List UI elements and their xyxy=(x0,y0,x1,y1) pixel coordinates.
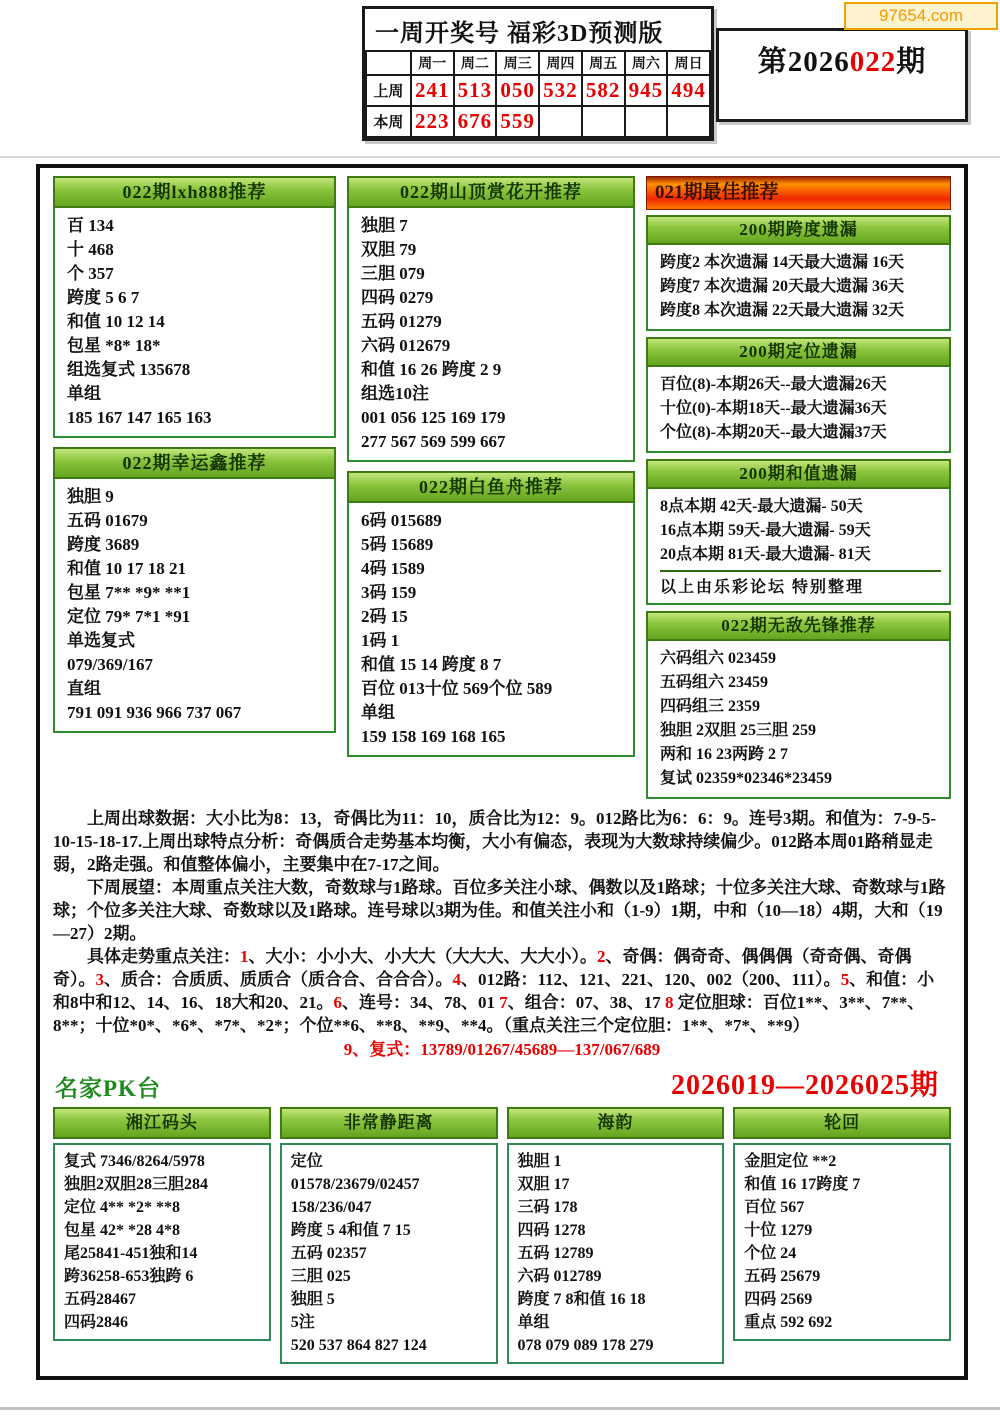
panel-line: 五码 01679 xyxy=(67,511,148,530)
panel-line: 百 134 xyxy=(67,216,114,235)
source-note: 以上由乐彩论坛 特别整理 xyxy=(660,570,941,597)
panel-line: 组选10注 xyxy=(361,384,429,403)
analysis-paragraph-1: 上周出球数据：大小比为8：13，奇偶比为11：10，质合比为12：9。012路比为6：6：9。连号3期。和值为：7-9-5-10-15-18-17.上周出球特点分析：奇偶质合走势基本均衡，大小有偏态，表现为大数球持续偏少。012路本周01路稍显走弱，2路走强。和值整体偏小，主要集中在7-17之间。 xyxy=(53,809,937,874)
panel-body xyxy=(646,367,951,453)
panel-line: 定位 xyxy=(290,1153,323,1170)
page-title: 一周开奖号 福彩3D预测版 xyxy=(375,21,664,47)
panel-line: 3码 159 xyxy=(361,583,417,602)
draw-number: 559 xyxy=(496,106,539,137)
panel-xingyunxin xyxy=(53,447,336,733)
analysis-paragraph-2: 下周展望：本周重点关注大数，奇数球与1路球。百位多关注小球、偶数以及1路球；十位多关注大球、奇数球与1路球；个位多关注大球、奇数球以及1路球。连号球以3期为佳。和值关注小和（1-9）1期，中和（10—18）4期，大和（19—27）2期。 xyxy=(53,878,946,943)
analysis-segment: 、奇偶：偶奇奇、偶偶偶（奇奇偶、奇偶奇）。 xyxy=(53,947,912,989)
draw-number: 676 xyxy=(454,106,497,137)
panel-line: 078 079 089 178 279 xyxy=(517,1337,654,1354)
panel-baiyuzhou xyxy=(347,471,635,757)
panel-line: 组选复式 135678 xyxy=(67,360,191,379)
panel-title: 022期无敌先锋推荐 xyxy=(646,611,951,641)
panel-line: 五码 12789 xyxy=(517,1245,594,1262)
panel-body xyxy=(280,1143,498,1364)
panel-line: 定位 4** *2* **8 xyxy=(64,1199,181,1216)
panel-title: 022期幸运鑫推荐 xyxy=(53,447,336,479)
panel-title: 海韵 xyxy=(507,1107,725,1139)
day-header: 周一 xyxy=(411,51,454,75)
panel-line: 和值 10 12 14 xyxy=(67,312,165,331)
pk-stage-label: 名家PK台 xyxy=(55,1076,161,1101)
day-header: 周五 xyxy=(582,51,625,75)
panel-line: 百位 013十位 569个位 589 xyxy=(361,679,553,698)
panel-line: 2码 15 xyxy=(361,607,408,626)
panel-body xyxy=(646,245,951,331)
panel-line: 单组 xyxy=(517,1314,550,1331)
panel-line: 277 567 569 599 667 xyxy=(361,432,506,451)
panel-body xyxy=(507,1143,725,1364)
panel-line: 158/236/047 xyxy=(290,1199,372,1216)
main-content-box xyxy=(36,164,968,1380)
panel-sum-omission xyxy=(646,459,951,605)
panel-line: 五码 02357 xyxy=(290,1245,367,1262)
weekly-numbers-box xyxy=(362,6,714,141)
draw-number xyxy=(582,106,625,137)
panel-body xyxy=(733,1143,951,1341)
panel-line: 双胆 17 xyxy=(517,1176,570,1193)
panel-line: 四码 2569 xyxy=(744,1291,813,1308)
panel-line: 尾25841-451独和14 xyxy=(64,1245,198,1262)
day-header: 周二 xyxy=(454,51,497,75)
analysis-segment: 2 xyxy=(597,947,606,966)
panel-body xyxy=(347,208,635,462)
panel-line: 包星 7** *9* **1 xyxy=(67,583,191,602)
draw-number: 223 xyxy=(411,106,454,137)
panel-feichang-jingjuli xyxy=(280,1107,498,1364)
panel-title: 022期lxh888推荐 xyxy=(53,176,336,208)
draw-number: 241 xyxy=(411,75,454,106)
site-watermark: 97654.com xyxy=(844,2,998,30)
current-issue-label: 第2026022期 xyxy=(757,46,927,78)
panel-title: 022期山顶赏花开推荐 xyxy=(347,176,635,208)
panel-line: 个 357 xyxy=(67,264,114,283)
panel-line: 独胆 5 xyxy=(290,1291,335,1308)
issue-range-label: 2026019—2026025期 xyxy=(670,1070,939,1101)
panel-line: 十位 1279 xyxy=(744,1222,813,1239)
row-label: 上周 xyxy=(366,75,411,106)
panel-line: 跨度2 本次遗漏 14天最大遗漏 16天 xyxy=(660,254,905,271)
panel-line: 4码 1589 xyxy=(361,559,425,578)
panel-body xyxy=(646,489,951,605)
draw-number: 532 xyxy=(539,75,582,106)
panel-line: 四码2846 xyxy=(64,1314,129,1331)
panel-line: 三胆 079 xyxy=(361,264,425,283)
this-week-row xyxy=(366,106,710,137)
panel-line: 079/369/167 xyxy=(67,655,153,674)
panel-line: 包星 *8* 18* xyxy=(67,336,161,355)
panel-line: 独胆2双胆28三胆284 xyxy=(64,1176,209,1193)
row-label: 本周 xyxy=(366,106,411,137)
panel-line: 三胆 025 xyxy=(290,1268,351,1285)
draw-number xyxy=(625,106,668,137)
analysis-segment: 6 xyxy=(333,993,342,1012)
panel-line: 五码 01279 xyxy=(361,312,442,331)
fushi-line: 9、复式：13789/01267/45689—137/067/689 xyxy=(343,1040,661,1059)
panel-lxh888 xyxy=(53,176,336,438)
day-header: 周日 xyxy=(667,51,710,75)
analysis-segment: 、连号：34、78、01 xyxy=(342,993,500,1012)
analysis-segment: 7 xyxy=(499,993,508,1012)
panel-line: 单选复式 xyxy=(67,631,135,650)
panel-line: 跨度8 本次遗漏 22天最大遗漏 32天 xyxy=(660,302,905,319)
corner-cell xyxy=(366,51,411,75)
panel-xiangjiang-matou xyxy=(53,1107,271,1364)
panel-line: 6码 015689 xyxy=(361,511,442,530)
analysis-paragraph-focus xyxy=(53,945,951,1037)
analysis-segment: 3 xyxy=(95,970,104,989)
bottom-strip xyxy=(53,1379,951,1380)
panel-line: 百位(8)-本期26天--最大遗漏26天 xyxy=(660,376,887,393)
analysis-segment: 5 xyxy=(840,970,850,989)
panel-line: 8点本期 42天-最大遗漏- 50天 xyxy=(660,498,863,515)
weekly-numbers-table xyxy=(365,50,711,138)
panel-line: 五码 25679 xyxy=(744,1268,821,1285)
panel-line: 个位 24 xyxy=(744,1245,797,1262)
panel-line: 和值 16 26 跨度 2 9 xyxy=(361,360,502,379)
panel-line: 四码 1278 xyxy=(517,1222,586,1239)
analysis-segment: 1 xyxy=(240,947,249,966)
panel-body xyxy=(347,503,635,757)
panel-line: 六码组六 023459 xyxy=(660,650,777,667)
panel-line: 跨度7 本次遗漏 20天最大遗漏 36天 xyxy=(660,278,905,295)
panel-body xyxy=(646,641,951,799)
panel-line: 159 158 169 168 165 xyxy=(361,727,506,746)
table-header-row xyxy=(366,51,710,75)
draw-number: 582 xyxy=(582,75,625,106)
analysis-segment: 、大小：小小大、小大大（大大大、大大小）。 xyxy=(248,947,597,966)
panel-line: 16点本期 59天-最大遗漏- 59天 xyxy=(660,522,871,539)
panel-line: 十 468 xyxy=(67,240,114,259)
panel-line: 5码 15689 xyxy=(361,535,434,554)
draw-number xyxy=(667,106,710,137)
panel-line: 四码 0279 xyxy=(361,288,434,307)
expert-panels-grid xyxy=(53,1107,951,1373)
analysis-segment: 定位胆球：百位1**、3**、7**、8**；十位*0*、*6*、*7*、*2*；个位**6、**8、**9、**4。（重点关注三个定位胆：1**、*7*、**9） xyxy=(53,993,925,1035)
issue-number: 022 xyxy=(849,46,897,78)
last-week-row xyxy=(366,75,710,106)
panel-line: 独胆 1 xyxy=(517,1153,562,1170)
panel-span-omission xyxy=(646,215,951,331)
panel-line: 六码 012679 xyxy=(361,336,451,355)
panel-line: 百位 567 xyxy=(744,1199,805,1216)
analysis-segment: 4 xyxy=(452,970,461,989)
header-divider xyxy=(0,156,1000,158)
panel-body xyxy=(53,479,336,733)
panel-line: 001 056 125 169 179 xyxy=(361,408,506,427)
panel-body xyxy=(53,208,336,438)
panel-title: 200期跨度遗漏 xyxy=(646,215,951,245)
panel-line: 重点 592 692 xyxy=(744,1314,833,1331)
panel-line: 和值 10 17 18 21 xyxy=(67,559,186,578)
panel-line: 双胆 79 xyxy=(361,240,417,259)
panel-line: 5注 xyxy=(290,1314,315,1331)
panel-line: 20点本期 81天-最大遗漏- 81天 xyxy=(660,546,871,563)
draw-number: 050 xyxy=(496,75,539,106)
panel-title: 200期和值遗漏 xyxy=(646,459,951,489)
panel-shanding xyxy=(347,176,635,462)
page-bottom-divider xyxy=(0,1407,1000,1410)
panel-line: 四码组三 2359 xyxy=(660,698,761,715)
analysis-segment: 、和值：小和8中和12、14、16、18大和20、21。 xyxy=(53,970,935,1012)
analysis-block xyxy=(53,807,951,1061)
panel-line: 单组 xyxy=(361,703,395,722)
panel-line: 独胆 7 xyxy=(361,216,408,235)
draw-number: 494 xyxy=(667,75,710,106)
panel-line: 复试 02359*02346*23459 xyxy=(660,770,833,787)
analysis-segment: 具体走势重点关注： xyxy=(87,947,240,966)
draw-number xyxy=(539,106,582,137)
panel-line: 包星 42* *28 4*8 xyxy=(64,1222,181,1239)
panel-line: 跨度 3689 xyxy=(67,535,140,554)
panel-line: 和值 16 17跨度 7 xyxy=(744,1176,861,1193)
panel-title: 022期白鱼舟推荐 xyxy=(347,471,635,503)
panel-body xyxy=(53,1143,271,1341)
panel-line: 两和 16 23两跨 2 7 xyxy=(660,746,789,763)
panel-line: 跨36258-653独跨 6 xyxy=(64,1268,194,1285)
panel-line: 定位 79* 7*1 *91 xyxy=(67,607,191,626)
panel-line: 1码 1 xyxy=(361,631,400,650)
pk-header-row xyxy=(55,1063,949,1103)
panel-title: 200期定位遗漏 xyxy=(646,337,951,367)
panel-line: 和值 15 14 跨度 8 7 xyxy=(361,655,502,674)
analysis-segment: 、012路：112、121、221、120、002（200、111）。 xyxy=(461,970,841,989)
draw-number: 513 xyxy=(454,75,497,106)
panel-line: 直组 xyxy=(67,679,101,698)
panel-line: 六码 012789 xyxy=(517,1268,602,1285)
panel-line: 跨度 5 4和值 7 15 xyxy=(290,1222,411,1239)
panel-line: 单组 xyxy=(67,384,101,403)
panel-line: 791 091 936 966 737 067 xyxy=(67,703,242,722)
panel-line: 跨度 5 6 7 xyxy=(67,288,140,307)
panel-line: 十位(0)-本期18天--最大遗漏36天 xyxy=(660,400,887,417)
analysis-segment: 8 xyxy=(665,993,674,1012)
panel-line: 01578/23679/02457 xyxy=(290,1176,420,1193)
panel-title: 湘江码头 xyxy=(53,1107,271,1139)
panel-line: 金胆定位 **2 xyxy=(744,1153,837,1170)
panel-lunhui xyxy=(733,1107,951,1364)
panel-wudi-xianfeng xyxy=(646,611,951,799)
panel-title: 轮回 xyxy=(733,1107,951,1139)
panel-line: 185 167 147 165 163 xyxy=(67,408,212,427)
panel-haiyun xyxy=(507,1107,725,1364)
panel-line: 跨度 7 8和值 16 18 xyxy=(517,1291,646,1308)
day-header: 周四 xyxy=(539,51,582,75)
panel-line: 独胆 9 xyxy=(67,487,114,506)
panel-line: 五码组六 23459 xyxy=(660,674,769,691)
panel-line: 三码 178 xyxy=(517,1199,578,1216)
panel-position-omission xyxy=(646,337,951,453)
panel-title: 非常静距离 xyxy=(280,1107,498,1139)
day-header: 周六 xyxy=(625,51,668,75)
panel-line: 独胆 2双胆 25三胆 259 xyxy=(660,722,817,739)
current-issue-box xyxy=(716,28,968,122)
panel-line: 520 537 864 827 124 xyxy=(290,1337,427,1354)
draw-number: 945 xyxy=(625,75,668,106)
panel-line: 复式 7346/8264/5978 xyxy=(64,1153,205,1170)
best-recommend-banner: 021期最佳推荐 xyxy=(646,176,951,210)
panel-line: 个位(8)-本期20天--最大遗漏37天 xyxy=(660,424,887,441)
panel-line: 五码28467 xyxy=(64,1291,137,1308)
analysis-segment: 、质合：合质质、质质合（质合合、合合合）。 xyxy=(104,970,453,989)
analysis-segment: 、组合：07、38、17 xyxy=(507,993,665,1012)
day-header: 周三 xyxy=(496,51,539,75)
